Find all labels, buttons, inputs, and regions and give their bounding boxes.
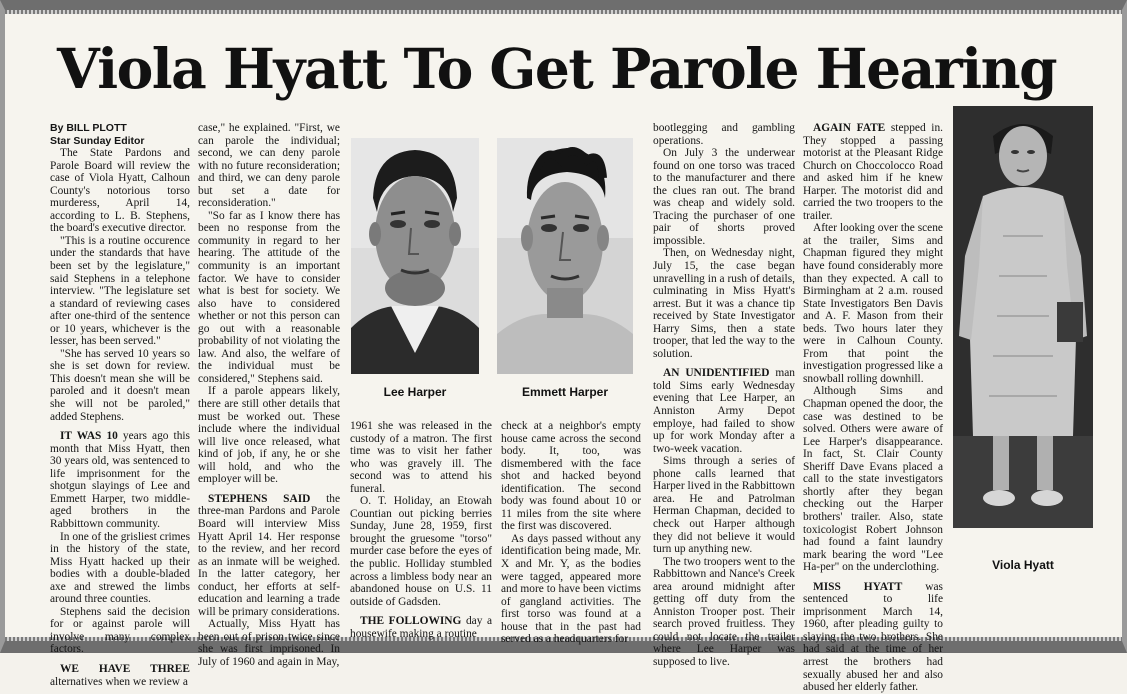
top-border-rule: [5, 10, 1122, 14]
portrait-lee-harper: [351, 138, 479, 374]
paragraph: check at a neighbor's empty house came across the second body. It, too, was dismembered with the face shot and hacked beyond identification. The second body was found about 10 or 11 miles from the site where the first was discovered.: [501, 420, 641, 533]
paragraph: AN UNIDENTIFIED man told Sims early Wednesday evening that Lee Harper, an Anniston Army Depot employe, had failed to show up for work Monday after a two-week vacation.: [653, 367, 795, 455]
paragraph: case," he explained. "First, we can parole the individual; second, we can deny parole with no future reconsideration; and third, we can deny parole but set a date for reconsideration.": [198, 122, 340, 210]
article-column-3: [350, 420, 492, 640]
article-column-1: [50, 122, 191, 688]
paragraph: 1961 she was released in the custody of a matron. The first time was to visit her father who was gravely ill. The second was to attend his funeral.: [350, 420, 492, 495]
paragraph: The State Pardons and Parole Board will review the case of Viola Hyatt, Calhoun County's notorious torso murderess, April 14, according to L. B. Stephens, the board's executive director.: [50, 147, 190, 235]
photo-lee-harper: [351, 138, 479, 374]
article-column-5: [653, 122, 795, 668]
paragraph: As days passed without any identification being made, Mr. X and Mr. Y, as the bodies were tagged, appeared more and more to have been victims of gangland activities. The first torso was found at a house that in the past had served as a headquarters for: [501, 532, 641, 646]
paragraph: Stephens said the decision for or against parole will involve many complex factors.: [50, 605, 190, 656]
portrait-emmett-harper: [497, 138, 633, 374]
paragraph: WE HAVE THREE alternatives when we review a: [50, 662, 190, 688]
paragraph: On July 3 the underwear found on one torso was traced to the manufacturer and there the clues ran out. The brand was cheap and widely sold. Tracing the purchaser of one pair of shorts proved impossible.: [653, 147, 795, 247]
section-kicker: MISS HYATT: [813, 580, 903, 593]
section-kicker: STEPHENS SAID: [208, 492, 311, 505]
article-column-4: [501, 420, 641, 646]
paragraph: bootlegging and gambling operations.: [653, 122, 795, 147]
section-kicker: IT WAS 10: [60, 430, 118, 443]
article-column-2: [198, 122, 340, 668]
paragraph: Although Sims and Chapman opened the door, the case was destined to be solved. Others were aware of Lee Harper's disappearance. In fact, St. Clair County Sheriff Dave Evans placed a call to the state investigators shortly after they began checking out the Harper brothers' trailer. Also, state toxicologist Robert Johnson had found a faint laundry mark bearing the word "Lee Ha-per" on the underclothing.: [803, 385, 943, 574]
photo-emmett-harper: [497, 138, 633, 374]
paragraph: "This is a routine occurence under the standards that have been set by the legislature," said Stephens in a telephone interview. "The legislature set a standard of reviewing cases after one-third of the sentence or 10 years, whichever is the lesser, has been served.": [50, 234, 190, 348]
byline-author: By BILL PLOTT: [50, 122, 127, 134]
section-kicker: WE HAVE THREE: [60, 662, 190, 675]
paragraph: Sims through a series of phone calls learned that Harper lived in the Rabbittown area. He and Patrolman Herman Chapman, decided to check out Harper although they did not believe it would turn up anything new.: [653, 455, 795, 556]
article-column-6: [803, 122, 943, 694]
paragraph: AGAIN FATE stepped in. They stopped a passing motorist at the Pleasant Ridge Church on Choccolocco Road and asked him if he knew Harper. The motorist did and carried the two troopers to the trailer.: [803, 122, 943, 222]
paragraph: IT WAS 10 years ago this month that Miss Hyatt, then 30 years old, was sentenced to life imprisonment for the shotgun slayings of Lee and Emmett Harper, two middle-aged brothers in the Rabbittown community.: [50, 430, 190, 530]
caption-emmett-harper: Emmett Harper: [521, 385, 609, 399]
paragraph: STEPHENS SAID the three-man Pardons and Parole Board will interview Miss Hyatt April 14. Her response to the review, and her record as an inmate will be weighed. In the latter category, her conduct, her efforts at self-education and learning a trade will be primary considerations.: [198, 492, 340, 618]
paragraph: THE FOLLOWING day a housewife making a routine: [350, 615, 492, 640]
portrait-viola-hyatt: [953, 106, 1093, 528]
photo-viola-hyatt: [953, 106, 1093, 528]
byline-role: Star Sunday Editor: [50, 134, 145, 147]
paragraph: The two troopers went to the Rabbittown and Nance's Creek area around midnight after getting off duty from the Anniston Trooper post. Their search proved fruitless. They could not locate the trailer where Lee Harper was supposed to live.: [653, 555, 795, 668]
caption-viola-hyatt: Viola Hyatt: [992, 558, 1054, 572]
paragraph: MISS HYATT was sentenced to life imprisonment March 14, 1960, after pleading guilty to slaying the two brothers. She had said at the time of her arrest the brothers had sexually abused her and also abused her elderly father.: [803, 580, 943, 694]
paragraph: "She has served 10 years so she is set down for review. This doesn't mean she will be paroled and it doesn't mean she will not be paroled," added Stephens.: [50, 347, 190, 423]
headline: Viola Hyatt To Get Parole Hearing: [57, 36, 1057, 101]
paragraph: Then, on Wednesday night, July 15, the case began unravelling in a rush of details, culminating in Miss Hyatt's arrest. But it was a chance tip received by State Investigator Harry Sims, then a state trooper, that led the way to the solution.: [653, 247, 795, 360]
paragraph: "So far as I know there has been no response from the community in regard to her hearing. The attitude of the community is an important factor. We have to consider what is best for society. We also have to considered whether or not this person can go out with a reasonable probability of not violating the law. And also, the welfare of the individual must be considered," Stephens said.: [198, 209, 340, 385]
section-kicker: THE FOLLOWING: [360, 615, 462, 628]
paragraph: Actually, Miss Hyatt has been out of prison twice since she was first imprisoned. In July of 1960 and again in May,: [198, 618, 340, 668]
section-kicker: AGAIN FATE: [813, 122, 886, 134]
section-kicker: AN UNIDENTIFIED: [663, 367, 770, 380]
caption-lee-harper: Lee Harper: [383, 385, 447, 399]
paragraph: After looking over the scene at the trailer, Sims and Chapman figured they might have found considerably more than they expected. A call to Birmingham at 2 a.m. roused State Investigators Ben Davis and A. F. Mason from their beds. Two hours later they were in Calhoun County. From that point the investigation progressed like a snowball rolling downhill.: [803, 222, 943, 385]
paragraph: O. T. Holiday, an Etowah Countian out picking berries Sunday, June 28, 1959, first brought the gruesome "torso" murder case before the eyes of the public. Holliday stumbled across a limbless body near an abandoned house on U.S. 11 outside of Gadsden.: [350, 495, 492, 608]
paragraph: In one of the grisliest crimes in the history of the state, Miss Hyatt hacked up their bodies with a double-bladed axe and strewed the limbs around three counties.: [50, 530, 191, 606]
paragraph: If a parole appears likely, there are still other details that must be worked out. These include where the individual will live once released, what kind of job, if any, he or she will hold, and who the employer will be.: [198, 385, 340, 486]
